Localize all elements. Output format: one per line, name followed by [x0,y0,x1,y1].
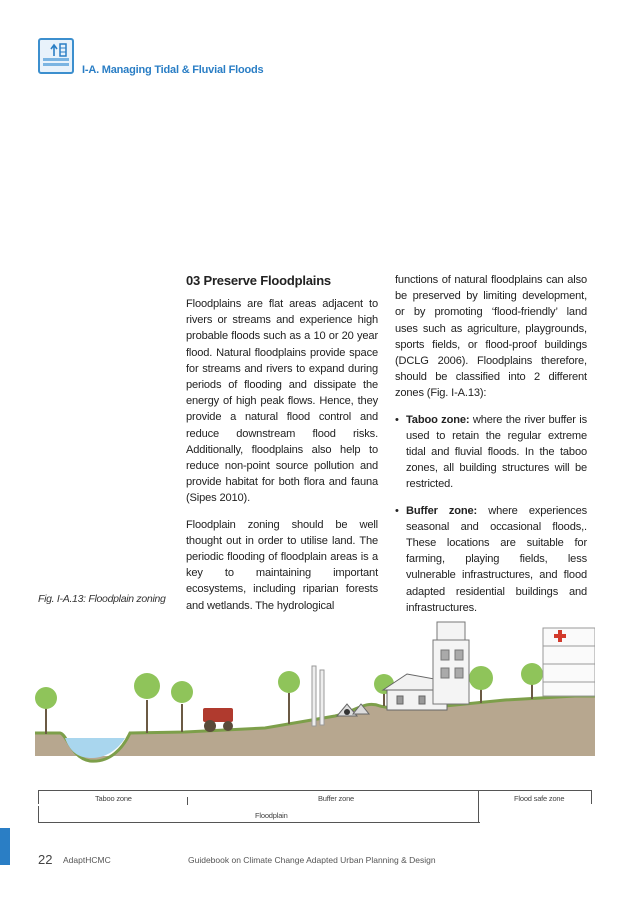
bullet-term: Buffer zone: [406,504,478,517]
tree-icon [469,666,493,703]
taboo-zone-label: Taboo zone [95,794,132,803]
bullet-taboo-zone [395,412,587,493]
footer-title: Guidebook on Climate Change Adapted Urban Planning & Design [188,855,436,865]
hospital-icon [543,628,595,696]
paragraph-zoning: Floodplain zoning should be well thought out in order to utilise land. The periodic flooding of floodplain areas is a key to maintaining important ecosystems, including riparian forests and wetlands. The hydrological [186,518,378,612]
paragraph-functions: functions of natural floodplains can also be preserved by limiting development, or by promoting ‘flood-friendly’ land uses such as agriculture, playgrounds, sports fields, or flood-proof buildings (DCLG 2006). Floodplains therefore, should be classified into 2 different zones (Fig. I-A.13): [395,274,587,400]
footer-org: AdaptHCMC [63,855,111,865]
bullet-dot-icon: • [395,413,399,426]
bullet-text: where the river buffer is used to retain the regular extreme tidal and fluvial floods. In the taboo zones, all building structures will be restricted. [406,413,587,491]
tractor-icon [203,708,233,732]
bullet-buffer-zone [395,503,587,616]
article-heading: 03 Preserve Floodplains [186,273,331,288]
buffer-zone-label: Buffer zone [318,794,355,803]
tree-icon [278,671,300,724]
floodplain-zoning-illustration [35,608,595,788]
text-column-middle [186,296,378,624]
text-column-right [395,272,587,626]
figure-caption: Fig. I-A.13: Floodplain zoning [38,593,166,605]
section-title: I-A. Managing Tidal & Fluvial Floods [82,64,264,76]
tower-icon [312,666,324,726]
tree-icon [171,681,193,732]
page-number: 22 [38,852,53,867]
tree-icon [35,687,57,734]
tree-icon [521,663,543,699]
flood-safe-zone-label: Flood safe zone [514,794,565,803]
bullet-term: Taboo zone: [406,413,470,426]
footer-accent-bar [0,828,10,865]
flood-level-icon [38,38,74,74]
bullet-text: where experiences seasonal and occasional floods,. These locations are suitable for farming, playing fields, less vulnerable infrastructures, and flood adapted residential buildings and infrastructures. [406,504,587,614]
zone-divider [187,797,188,805]
paragraph-intro: Floodplains are flat areas adjacent to rivers or streams and experience high probable floods such as a 10 or 20 year flood. Natural floodplains provide space for streams and rivers to expand during periods of flooding and dissipate the energy of high peak flows. Hence, they provide a natural flood control and reduce downstream flood risks. Additionally, floodplains also help to reduce non-point source pollution and provide habitat for both flora and fauna (Sipes 2010). [186,298,378,505]
tree-icon [134,673,160,733]
building-icon [433,622,469,704]
floodplain-label: Floodplain [255,811,288,820]
bullet-dot-icon: • [395,504,399,517]
